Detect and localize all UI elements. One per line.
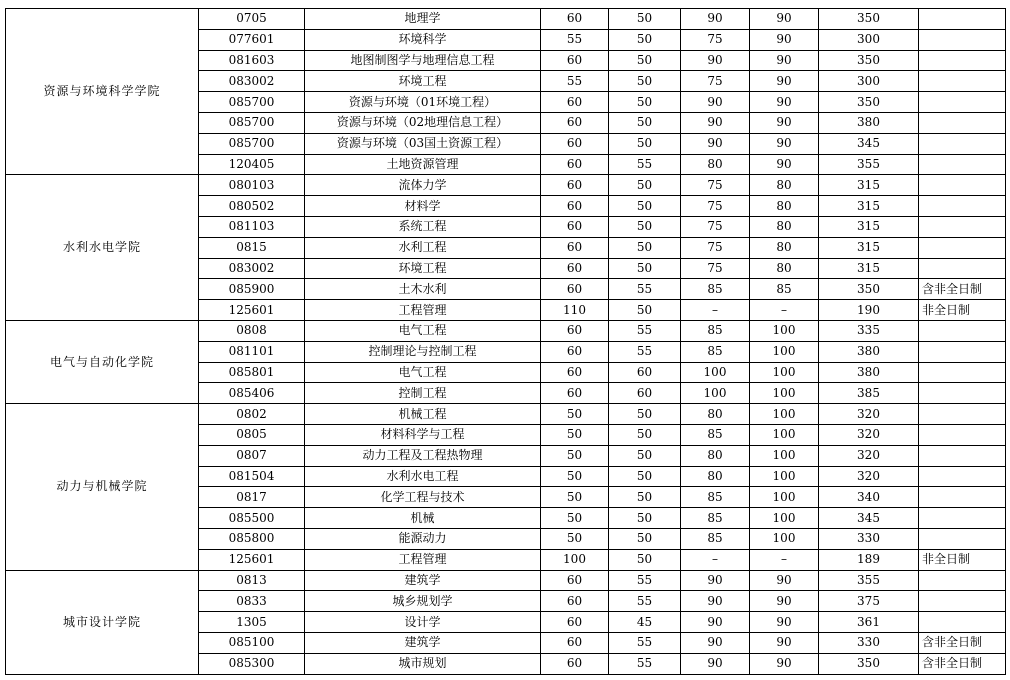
major-code-cell: 1305 [199, 612, 305, 633]
politics-score-cell: 60 [541, 50, 609, 71]
subject-one-score-cell: 85 [681, 508, 750, 529]
note-cell [919, 112, 1006, 133]
politics-score-cell: 60 [541, 612, 609, 633]
major-code-cell: 085700 [199, 112, 305, 133]
subject-one-score-cell: 85 [681, 487, 750, 508]
subject-one-score-cell: 75 [681, 29, 750, 50]
total-score-cell: 190 [819, 300, 919, 321]
major-code-cell: 085300 [199, 653, 305, 674]
subject-one-score-cell: 85 [681, 279, 750, 300]
major-name-cell: 资源与环境（02地理信息工程） [305, 112, 541, 133]
subject-one-score-cell: 85 [681, 424, 750, 445]
subject-two-score-cell: 90 [750, 612, 819, 633]
total-score-cell: 375 [819, 591, 919, 612]
foreign-language-score-cell: 50 [609, 487, 681, 508]
subject-one-score-cell: 85 [681, 341, 750, 362]
subject-two-score-cell: 90 [750, 653, 819, 674]
note-cell [919, 71, 1006, 92]
major-code-cell: 083002 [199, 71, 305, 92]
major-code-cell: 085500 [199, 508, 305, 529]
subject-two-score-cell: 100 [750, 508, 819, 529]
major-name-cell: 环境科学 [305, 29, 541, 50]
total-score-cell: 350 [819, 9, 919, 30]
foreign-language-score-cell: 45 [609, 612, 681, 633]
foreign-language-score-cell: 50 [609, 508, 681, 529]
politics-score-cell: 60 [541, 216, 609, 237]
total-score-cell: 350 [819, 50, 919, 71]
subject-two-score-cell: 100 [750, 383, 819, 404]
major-name-cell: 工程管理 [305, 300, 541, 321]
foreign-language-score-cell: 50 [609, 258, 681, 279]
major-name-cell: 控制工程 [305, 383, 541, 404]
major-name-cell: 地图制图学与地理信息工程 [305, 50, 541, 71]
major-code-cell: 120405 [199, 154, 305, 175]
major-name-cell: 设计学 [305, 612, 541, 633]
subject-two-score-cell: 90 [750, 154, 819, 175]
major-code-cell: 0833 [199, 591, 305, 612]
subject-two-score-cell: 90 [750, 92, 819, 113]
major-code-cell: 085700 [199, 133, 305, 154]
subject-two-score-cell: 100 [750, 445, 819, 466]
major-name-cell: 建筑学 [305, 632, 541, 653]
politics-score-cell: 55 [541, 71, 609, 92]
college-name-cell: 城市设计学院 [6, 570, 199, 674]
college-name-cell: 动力与机械学院 [6, 404, 199, 570]
subject-one-score-cell: 90 [681, 570, 750, 591]
foreign-language-score-cell: 55 [609, 154, 681, 175]
foreign-language-score-cell: 55 [609, 279, 681, 300]
subject-two-score-cell: 100 [750, 528, 819, 549]
foreign-language-score-cell: 50 [609, 196, 681, 217]
note-cell [919, 591, 1006, 612]
major-name-cell: 环境工程 [305, 258, 541, 279]
score-table [5, 8, 1006, 675]
subject-one-score-cell: – [681, 300, 750, 321]
foreign-language-score-cell: 50 [609, 404, 681, 425]
college-name-cell: 电气与自动化学院 [6, 320, 199, 403]
subject-one-score-cell: 75 [681, 196, 750, 217]
major-code-cell: 077601 [199, 29, 305, 50]
politics-score-cell: 50 [541, 528, 609, 549]
major-name-cell: 动力工程及工程热物理 [305, 445, 541, 466]
total-score-cell: 350 [819, 92, 919, 113]
note-cell: 非全日制 [919, 300, 1006, 321]
total-score-cell: 315 [819, 196, 919, 217]
subject-one-score-cell: 80 [681, 404, 750, 425]
subject-two-score-cell: 90 [750, 591, 819, 612]
major-code-cell: 085406 [199, 383, 305, 404]
foreign-language-score-cell: 50 [609, 300, 681, 321]
major-name-cell: 环境工程 [305, 71, 541, 92]
total-score-cell: 355 [819, 570, 919, 591]
politics-score-cell: 50 [541, 508, 609, 529]
subject-one-score-cell: 100 [681, 362, 750, 383]
politics-score-cell: 50 [541, 445, 609, 466]
subject-one-score-cell: 80 [681, 445, 750, 466]
total-score-cell: 320 [819, 404, 919, 425]
major-code-cell: 081504 [199, 466, 305, 487]
table-row [6, 320, 1006, 341]
total-score-cell: 345 [819, 133, 919, 154]
major-name-cell: 控制理论与控制工程 [305, 341, 541, 362]
major-code-cell: 0802 [199, 404, 305, 425]
subject-two-score-cell: 100 [750, 466, 819, 487]
total-score-cell: 315 [819, 237, 919, 258]
major-code-cell: 125601 [199, 549, 305, 570]
college-name-cell: 水利水电学院 [6, 175, 199, 321]
politics-score-cell: 60 [541, 279, 609, 300]
politics-score-cell: 60 [541, 9, 609, 30]
subject-one-score-cell: 90 [681, 112, 750, 133]
politics-score-cell: 60 [541, 258, 609, 279]
major-code-cell: 081603 [199, 50, 305, 71]
foreign-language-score-cell: 50 [609, 237, 681, 258]
subject-one-score-cell: 75 [681, 216, 750, 237]
total-score-cell: 315 [819, 258, 919, 279]
note-cell [919, 341, 1006, 362]
subject-one-score-cell: 80 [681, 154, 750, 175]
subject-two-score-cell: 100 [750, 341, 819, 362]
total-score-cell: 315 [819, 175, 919, 196]
major-code-cell: 085801 [199, 362, 305, 383]
foreign-language-score-cell: 50 [609, 424, 681, 445]
total-score-cell: 335 [819, 320, 919, 341]
politics-score-cell: 50 [541, 487, 609, 508]
foreign-language-score-cell: 55 [609, 570, 681, 591]
foreign-language-score-cell: 55 [609, 653, 681, 674]
subject-two-score-cell: 80 [750, 196, 819, 217]
note-cell [919, 404, 1006, 425]
total-score-cell: 350 [819, 279, 919, 300]
total-score-cell: 380 [819, 362, 919, 383]
total-score-cell: 380 [819, 112, 919, 133]
subject-two-score-cell: 90 [750, 133, 819, 154]
major-code-cell: 0813 [199, 570, 305, 591]
total-score-cell: 361 [819, 612, 919, 633]
note-cell [919, 487, 1006, 508]
politics-score-cell: 60 [541, 320, 609, 341]
subject-two-score-cell: 90 [750, 50, 819, 71]
total-score-cell: 355 [819, 154, 919, 175]
subject-one-score-cell: 90 [681, 133, 750, 154]
subject-one-score-cell: 90 [681, 9, 750, 30]
foreign-language-score-cell: 50 [609, 133, 681, 154]
politics-score-cell: 60 [541, 653, 609, 674]
note-cell: 非全日制 [919, 549, 1006, 570]
subject-one-score-cell: 85 [681, 320, 750, 341]
subject-two-score-cell: 100 [750, 404, 819, 425]
note-cell [919, 612, 1006, 633]
politics-score-cell: 60 [541, 362, 609, 383]
major-name-cell: 土木水利 [305, 279, 541, 300]
foreign-language-score-cell: 60 [609, 362, 681, 383]
major-code-cell: 0808 [199, 320, 305, 341]
major-name-cell: 城乡规划学 [305, 591, 541, 612]
note-cell [919, 216, 1006, 237]
politics-score-cell: 110 [541, 300, 609, 321]
foreign-language-score-cell: 55 [609, 341, 681, 362]
note-cell [919, 258, 1006, 279]
subject-one-score-cell: 90 [681, 92, 750, 113]
note-cell [919, 424, 1006, 445]
note-cell [919, 92, 1006, 113]
subject-one-score-cell: 90 [681, 591, 750, 612]
major-code-cell: 0815 [199, 237, 305, 258]
major-name-cell: 水利工程 [305, 237, 541, 258]
major-name-cell: 流体力学 [305, 175, 541, 196]
major-code-cell: 0817 [199, 487, 305, 508]
table-row [6, 570, 1006, 591]
major-name-cell: 电气工程 [305, 320, 541, 341]
subject-one-score-cell: 90 [681, 50, 750, 71]
major-name-cell: 资源与环境（03国土资源工程） [305, 133, 541, 154]
subject-two-score-cell: 100 [750, 424, 819, 445]
major-code-cell: 081101 [199, 341, 305, 362]
note-cell [919, 175, 1006, 196]
politics-score-cell: 60 [541, 237, 609, 258]
total-score-cell: 320 [819, 445, 919, 466]
total-score-cell: 385 [819, 383, 919, 404]
major-code-cell: 0705 [199, 9, 305, 30]
major-code-cell: 080103 [199, 175, 305, 196]
major-code-cell: 125601 [199, 300, 305, 321]
major-name-cell: 化学工程与技术 [305, 487, 541, 508]
total-score-cell: 330 [819, 632, 919, 653]
foreign-language-score-cell: 50 [609, 112, 681, 133]
note-cell: 含非全日制 [919, 279, 1006, 300]
total-score-cell: 380 [819, 341, 919, 362]
note-cell [919, 196, 1006, 217]
subject-one-score-cell: 75 [681, 258, 750, 279]
foreign-language-score-cell: 55 [609, 591, 681, 612]
politics-score-cell: 60 [541, 196, 609, 217]
subject-one-score-cell: 80 [681, 466, 750, 487]
note-cell [919, 50, 1006, 71]
note-cell [919, 237, 1006, 258]
foreign-language-score-cell: 50 [609, 528, 681, 549]
note-cell [919, 320, 1006, 341]
foreign-language-score-cell: 50 [609, 92, 681, 113]
subject-one-score-cell: 85 [681, 528, 750, 549]
table-row [6, 175, 1006, 196]
major-name-cell: 材料学 [305, 196, 541, 217]
politics-score-cell: 50 [541, 424, 609, 445]
note-cell [919, 362, 1006, 383]
politics-score-cell: 50 [541, 404, 609, 425]
note-cell [919, 383, 1006, 404]
total-score-cell: 189 [819, 549, 919, 570]
total-score-cell: 350 [819, 653, 919, 674]
politics-score-cell: 60 [541, 112, 609, 133]
note-cell: 含非全日制 [919, 653, 1006, 674]
foreign-language-score-cell: 55 [609, 320, 681, 341]
foreign-language-score-cell: 50 [609, 216, 681, 237]
subject-two-score-cell: 85 [750, 279, 819, 300]
subject-one-score-cell: 90 [681, 653, 750, 674]
foreign-language-score-cell: 60 [609, 383, 681, 404]
note-cell [919, 570, 1006, 591]
subject-one-score-cell: 100 [681, 383, 750, 404]
major-name-cell: 材料科学与工程 [305, 424, 541, 445]
politics-score-cell: 60 [541, 591, 609, 612]
major-name-cell: 资源与环境（01环境工程） [305, 92, 541, 113]
subject-two-score-cell: 90 [750, 9, 819, 30]
politics-score-cell: 60 [541, 92, 609, 113]
table-row [6, 404, 1006, 425]
politics-score-cell: 60 [541, 570, 609, 591]
foreign-language-score-cell: 50 [609, 466, 681, 487]
subject-two-score-cell: 90 [750, 112, 819, 133]
major-name-cell: 系统工程 [305, 216, 541, 237]
note-cell [919, 466, 1006, 487]
subject-two-score-cell: 90 [750, 71, 819, 92]
politics-score-cell: 100 [541, 549, 609, 570]
major-name-cell: 能源动力 [305, 528, 541, 549]
subject-two-score-cell: 80 [750, 237, 819, 258]
foreign-language-score-cell: 50 [609, 50, 681, 71]
college-name-cell: 资源与环境科学学院 [6, 9, 199, 175]
major-code-cell: 083002 [199, 258, 305, 279]
major-name-cell: 土地资源管理 [305, 154, 541, 175]
major-code-cell: 080502 [199, 196, 305, 217]
subject-two-score-cell: 100 [750, 320, 819, 341]
major-code-cell: 085700 [199, 92, 305, 113]
politics-score-cell: 60 [541, 175, 609, 196]
subject-one-score-cell: 75 [681, 237, 750, 258]
total-score-cell: 300 [819, 71, 919, 92]
note-cell [919, 445, 1006, 466]
subject-two-score-cell: 90 [750, 632, 819, 653]
total-score-cell: 300 [819, 29, 919, 50]
foreign-language-score-cell: 50 [609, 29, 681, 50]
subject-two-score-cell: 100 [750, 362, 819, 383]
major-code-cell: 085900 [199, 279, 305, 300]
major-name-cell: 工程管理 [305, 549, 541, 570]
major-code-cell: 0805 [199, 424, 305, 445]
note-cell [919, 528, 1006, 549]
major-code-cell: 085100 [199, 632, 305, 653]
major-name-cell: 电气工程 [305, 362, 541, 383]
note-cell [919, 29, 1006, 50]
major-code-cell: 0807 [199, 445, 305, 466]
total-score-cell: 320 [819, 466, 919, 487]
major-name-cell: 机械工程 [305, 404, 541, 425]
table-row [6, 9, 1006, 30]
politics-score-cell: 60 [541, 341, 609, 362]
subject-one-score-cell: 75 [681, 71, 750, 92]
table-body [6, 9, 1006, 675]
major-name-cell: 城市规划 [305, 653, 541, 674]
note-cell [919, 154, 1006, 175]
major-name-cell: 地理学 [305, 9, 541, 30]
subject-one-score-cell: 90 [681, 632, 750, 653]
subject-two-score-cell: – [750, 300, 819, 321]
politics-score-cell: 60 [541, 632, 609, 653]
subject-two-score-cell: 90 [750, 570, 819, 591]
note-cell [919, 9, 1006, 30]
subject-two-score-cell: 80 [750, 175, 819, 196]
politics-score-cell: 60 [541, 133, 609, 154]
foreign-language-score-cell: 50 [609, 9, 681, 30]
subject-one-score-cell: – [681, 549, 750, 570]
total-score-cell: 315 [819, 216, 919, 237]
major-code-cell: 085800 [199, 528, 305, 549]
foreign-language-score-cell: 50 [609, 549, 681, 570]
major-name-cell: 建筑学 [305, 570, 541, 591]
foreign-language-score-cell: 50 [609, 71, 681, 92]
subject-two-score-cell: 100 [750, 487, 819, 508]
total-score-cell: 330 [819, 528, 919, 549]
note-cell: 含非全日制 [919, 632, 1006, 653]
subject-two-score-cell: 80 [750, 216, 819, 237]
politics-score-cell: 50 [541, 466, 609, 487]
note-cell [919, 508, 1006, 529]
subject-one-score-cell: 75 [681, 175, 750, 196]
major-name-cell: 机械 [305, 508, 541, 529]
politics-score-cell: 60 [541, 154, 609, 175]
subject-two-score-cell: 90 [750, 29, 819, 50]
foreign-language-score-cell: 50 [609, 445, 681, 466]
total-score-cell: 345 [819, 508, 919, 529]
subject-two-score-cell: 80 [750, 258, 819, 279]
politics-score-cell: 55 [541, 29, 609, 50]
total-score-cell: 320 [819, 424, 919, 445]
foreign-language-score-cell: 50 [609, 175, 681, 196]
major-code-cell: 081103 [199, 216, 305, 237]
total-score-cell: 340 [819, 487, 919, 508]
subject-two-score-cell: – [750, 549, 819, 570]
politics-score-cell: 60 [541, 383, 609, 404]
foreign-language-score-cell: 55 [609, 632, 681, 653]
major-name-cell: 水利水电工程 [305, 466, 541, 487]
subject-one-score-cell: 90 [681, 612, 750, 633]
note-cell [919, 133, 1006, 154]
